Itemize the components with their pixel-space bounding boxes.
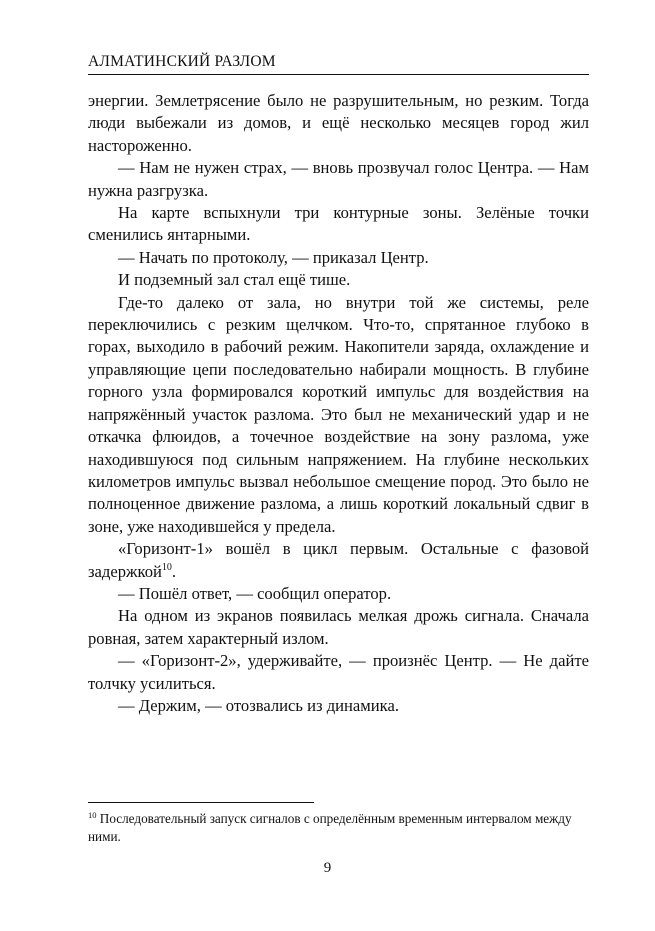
paragraph: На карте вспыхнули три контурные зоны. Зелёные точки сменились янтарными. — [88, 203, 589, 245]
body-text — [88, 90, 589, 717]
paragraph-text: «Горизонт-1» вошёл в цикл первым. Остальные с фазовой задержкой — [88, 539, 589, 581]
footnote-reference[interactable]: 10 — [161, 561, 172, 573]
page-number: 9 — [323, 860, 332, 876]
paragraph-period: . — [171, 561, 177, 581]
footnote — [88, 810, 589, 846]
paragraph: — Пошёл ответ, — сообщил оператор. — [118, 583, 392, 603]
header-rule — [88, 74, 589, 75]
footnote-text: Последовательный запуск сигналов с определённым временным интервалом между ними. — [88, 811, 572, 844]
paragraph: — «Горизонт-2», удерживайте, — произнёс Центр. — Не дайте толчку усилиться. — [88, 651, 589, 693]
running-header: АЛМАТИНСКИЙ РАЗЛОМ — [88, 53, 276, 70]
footnote-rule — [88, 802, 314, 803]
paragraph: На одном из экранов появилась мелкая дрожь сигнала. Сначала ровная, затем характерный излом. — [88, 606, 589, 648]
footnote-number: 10 — [88, 810, 97, 820]
paragraph: энергии. Землетрясение было не разрушительным, но резким. Тогда люди выбежали из домов, и ещё несколько месяцев город жил настороженно. — [88, 91, 589, 155]
paragraph: И подземный зал стал ещё тише. — [118, 270, 351, 290]
paragraph: — Начать по протоколу, — приказал Центр. — [118, 247, 429, 267]
paragraph: — Нам не нужен страх, — вновь прозвучал голос Центра. — Нам нужна разгрузка. — [88, 158, 589, 200]
paragraph: — Держим, — отозвались из динамика. — [118, 695, 399, 715]
paragraph-with-footnote — [88, 538, 589, 583]
paragraph: Где-то далеко от зала, но внутри той же системы, реле переключились с резким щелчком. Что-то, спрятанное глубоко в горах, выходило в рабочий режим. Накопители заряда, охлаждение и управляющие цепи последовательно набирали мощность. В глубине горного узла формировался короткий импульс для воздействия на напряжённый участок разлома. Это был не механический удар и не откачка флюидов, а точечное воздействие на зону разлома, уже находившуюся под сильным напряжением. На глубине нескольких километров импульс вызвал небольшое смещение пород. Это было не полноценное движение разлома, а лишь короткий локальный сдвиг в зоне, уже находившейся у предела. — [88, 292, 589, 536]
